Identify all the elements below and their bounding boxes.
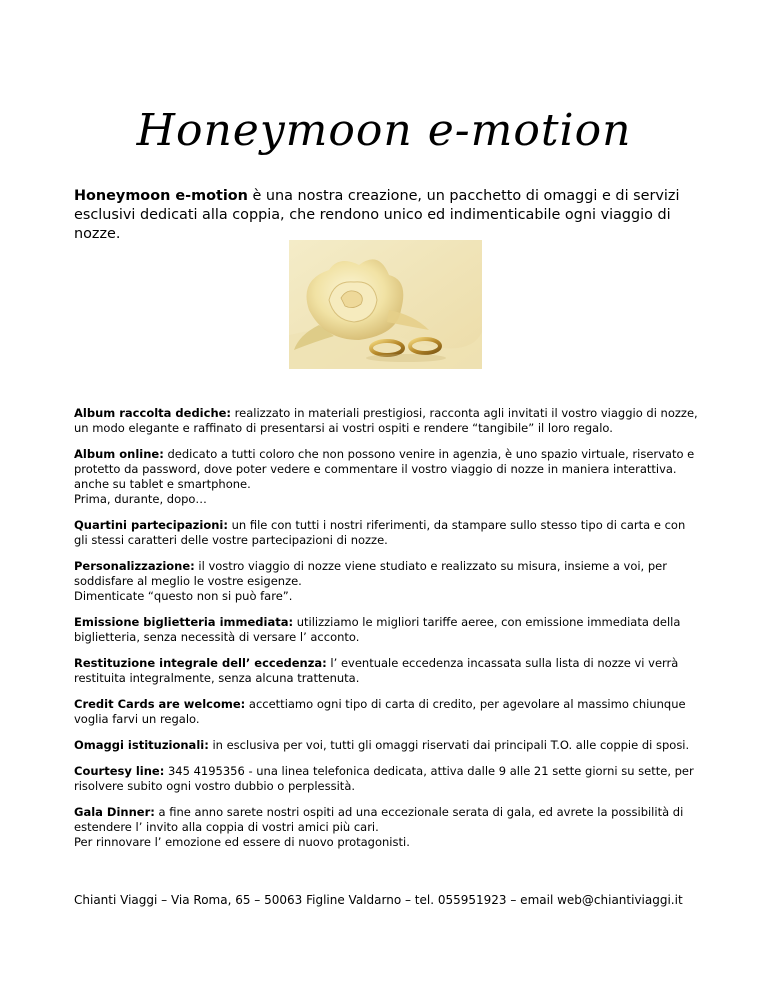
entry-label: Gala Dinner: [74,805,155,819]
entry-text: realizzato in materiali prestigiosi, racconta agli invitati il vostro viaggio di nozze, un modo elegante e raffinato di presentarsi ai vostri ospiti e rendere “tangibile” il loro regalo. [74,406,698,435]
entry-biglietteria [74,615,699,645]
intro-brand: Honeymoon e-motion [74,188,248,204]
entry-omaggi [74,738,699,753]
entry-extra-line: Per rinnovare l’ emozione ed essere di nuovo protagonisti. [74,835,410,849]
entry-label: Emissione biglietteria immediata: [74,615,294,629]
entry-label: Quartini partecipazioni: [74,518,228,532]
intro-paragraph [74,187,699,244]
entry-restituzione [74,656,699,686]
entry-label: Album raccolta dediche: [74,406,232,420]
entry-quartini [74,518,699,548]
entry-label: Album online: [74,447,164,461]
entry-courtesy-line [74,764,699,794]
rose-rings-photo [289,240,482,369]
entry-extra-line: Dimenticate “questo non si può fare”. [74,589,293,603]
entry-text: accettiamo ogni tipo di carta di credito, per agevolare al massimo chiunque voglia farvi un regalo. [74,697,686,726]
intro-text: è una nostra creazione, un pacchetto di omaggi e di servizi esclusivi dedicati alla coppia, che rendono unico ed indimenticabile ogni viaggio di nozze. [74,188,680,242]
entry-album-online [74,447,699,507]
entry-label: Courtesy line: [74,764,165,778]
service-list [74,406,699,861]
entry-album-dediche [74,406,699,436]
entry-text: 345 4195356 - una linea telefonica dedicata, attiva dalle 9 alle 21 sette giorni su sette, per risolvere subito ogni vostro dubbio o perplessità. [74,764,694,793]
entry-text: il vostro viaggio di nozze viene studiato e realizzato su misura, insieme a voi, per soddisfare al meglio le vostre esigenze. [74,559,667,588]
entry-text: dedicato a tutti coloro che non possono venire in agenzia, è uno spazio virtuale, riservato e protetto da password, dove poter vedere e commentare il vostro viaggio di nozze in maniera interattiva. [74,447,695,476]
entry-text: utilizziamo le migliori tariffe aeree, con emissione immediata della biglietteria, senza necessità di versare l’ acconto. [74,615,681,644]
entry-extra-line: Prima, durante, dopo… [74,492,207,506]
entry-label: Omaggi istituzionali: [74,738,209,752]
entry-label: Personalizzazione: [74,559,195,573]
entry-label: Restituzione integrale dell’ eccedenza: [74,656,327,670]
entry-extra-line: anche su tablet e smartphone. [74,477,251,491]
entry-credit-cards [74,697,699,727]
entry-text: l’ eventuale eccedenza incassata sulla lista di nozze vi verrà restituita integralmente, senza alcuna trattenuta. [74,656,679,685]
entry-text: in esclusiva per voi, tutti gli omaggi riservati dai principali T.O. alle coppie di sposi. [208,738,690,752]
entry-gala-dinner [74,805,699,850]
entry-personalizzazione [74,559,699,604]
contact-footer: Chianti Viaggi – Via Roma, 65 – 50063 Figline Valdarno – tel. 055951923 – email web@chiantiviaggi.it [74,893,683,907]
entry-text: a fine anno sarete nostri ospiti ad una eccezionale serata di gala, ed avrete la possibilità di estendere l’ invito alla coppia di vostri amici più cari. [74,805,684,834]
page-title: Honeymoon e-motion [136,105,632,156]
entry-label: Credit Cards are welcome: [74,697,246,711]
entry-text: un file con tutti i nostri riferimenti, da stampare sullo stesso tipo di carta e con gli stessi caratteri delle vostre partecipazioni di nozze. [74,518,686,547]
rose-rings-image [289,240,482,369]
